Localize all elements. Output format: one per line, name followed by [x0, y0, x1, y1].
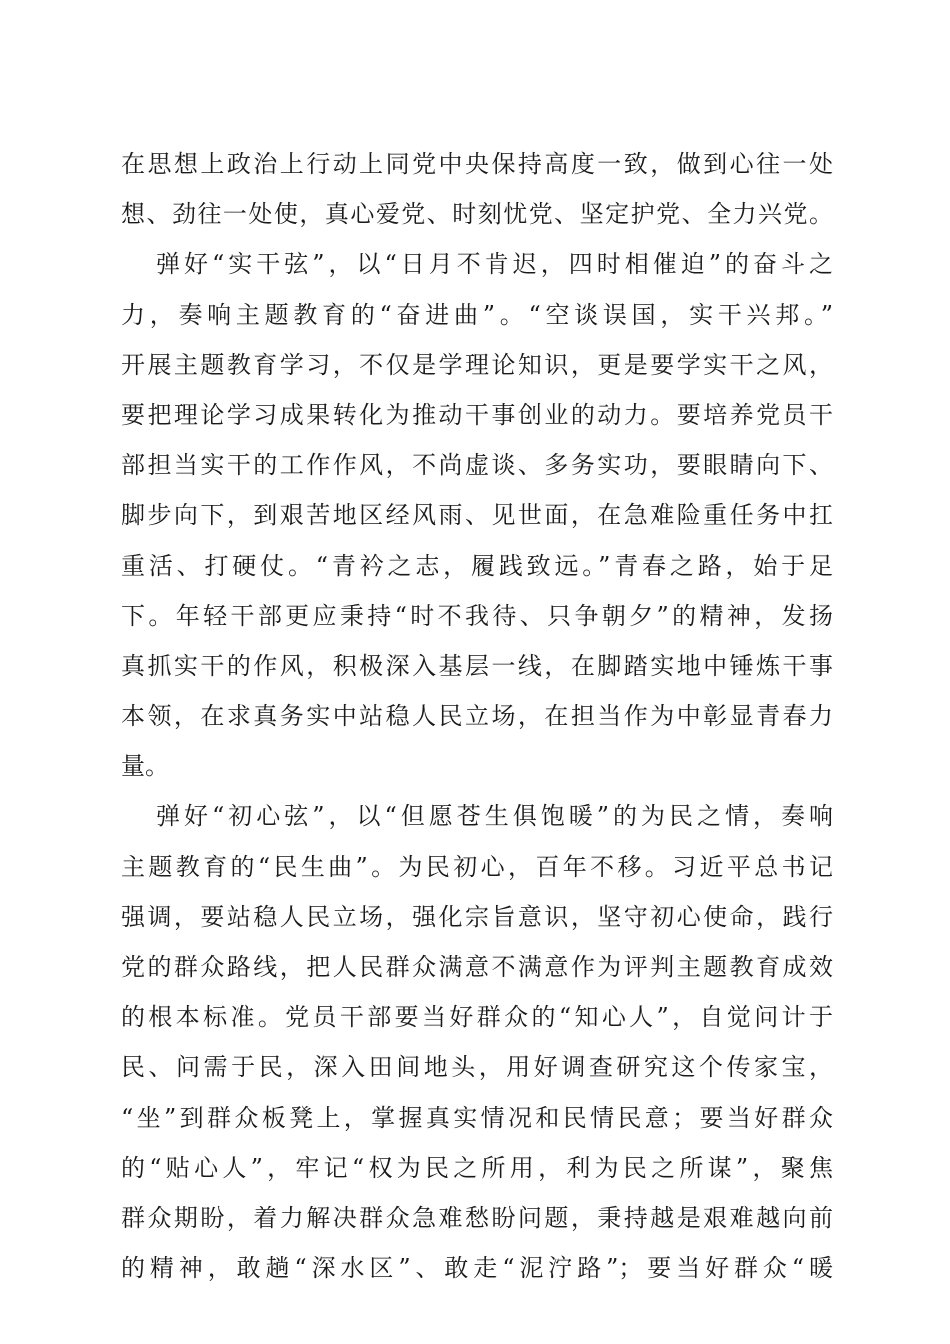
text-line: 的根本标准。党员干部要当好群众的“知心人”，自觉问计于: [121, 1003, 833, 1032]
paragraph-end-line: 量。: [121, 752, 169, 781]
text-line: 要把理论学习成果转化为推动干事创业的动力。要培养党员干: [121, 400, 833, 429]
text-line: 重活、打硬仗。“青衿之志，履践致远。”青春之路，始于足: [121, 551, 833, 580]
text-line: 想、劲往一处使，真心爱党、时刻忧党、坚定护党、全力兴党。: [121, 200, 833, 229]
text-line: 的“贴心人”，牢记“权为民之所用，利为民之所谋”，聚焦: [121, 1153, 833, 1182]
text-line: 下。年轻干部更应秉持“时不我待、只争朝夕”的精神，发扬: [121, 601, 833, 630]
paragraph-start-line: 弹好“初心弦”，以“但愿苍生俱饱暖”的为民之情，奏响: [156, 802, 833, 831]
text-line: “坐”到群众板凳上，掌握真实情况和民情民意；要当好群众: [121, 1103, 833, 1132]
text-line: 在思想上政治上行动上同党中央保持高度一致，做到心往一处: [121, 150, 833, 178]
text-line: 脚步向下，到艰苦地区经风雨、见世面，在急难险重任务中扛: [121, 501, 833, 530]
text-line: 强调，要站稳人民立场，强化宗旨意识，坚守初心使命，践行: [121, 902, 833, 931]
text-line: 的精神，敢趟“深水区”、敢走“泥泞路”；要当好群众“暖: [121, 1254, 833, 1283]
text-line: 力，奏响主题教育的“奋进曲”。“空谈误国，实干兴邦。”: [121, 300, 833, 329]
text-line: 真抓实干的作风，积极深入基层一线，在脚踏实地中锤炼干事: [121, 651, 833, 680]
body-text: [121, 139, 833, 1293]
text-line: 部担当实干的工作作风，不尚虚谈、多务实功，要眼睛向下、: [121, 451, 833, 480]
text-line: 群众期盼，着力解决群众急难愁盼问题，秉持越是艰难越向前: [121, 1203, 833, 1232]
paragraph-start-line: 弹好“实干弦”，以“日月不肯迟，四时相催迫”的奋斗之: [156, 250, 833, 279]
text-line: 开展主题教育学习，不仅是学理论知识，更是要学实干之风，: [121, 350, 833, 379]
text-line: 党的群众路线，把人民群众满意不满意作为评判主题教育成效: [121, 953, 833, 981]
text-line: 本领，在求真务实中站稳人民立场，在担当作为中彰显青春力: [121, 702, 833, 731]
text-line: 主题教育的“民生曲”。为民初心，百年不移。习近平总书记: [121, 852, 833, 881]
text-line: 民、问需于民，深入田间地头，用好调查研究这个传家宝，: [121, 1053, 833, 1082]
